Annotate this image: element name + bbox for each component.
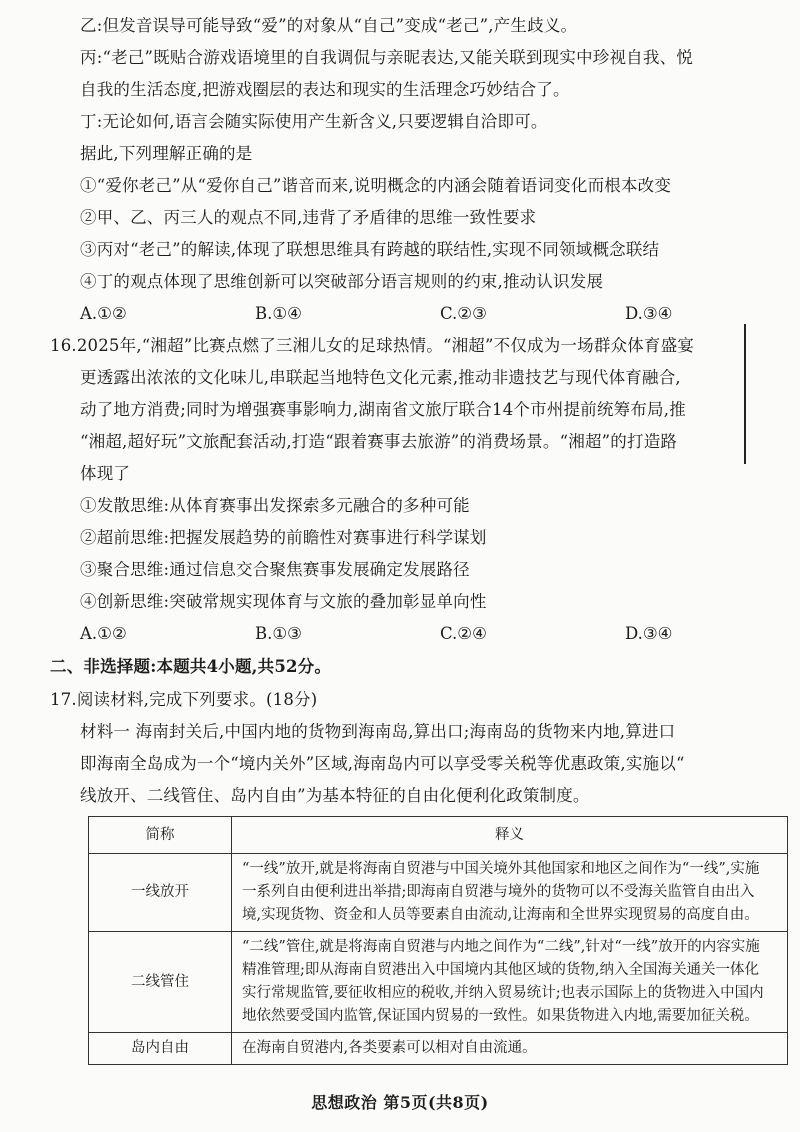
margin-rule — [744, 324, 746, 464]
q16-statement-3: ③聚合思维:通过信息交合聚焦赛事发展确定发展路径 — [80, 560, 470, 579]
table-cell-desc — [232, 854, 788, 932]
table-header-name: 简称 — [89, 817, 232, 854]
q15-statement-1: ①“爱你老己”从“爱你自己”谐音而来,说明概念的内涵会随着语词变化而根本改变 — [80, 176, 672, 195]
q16-stem-line-3: 动了地方消费;同时为增强赛事影响力,湖南省文旅厅联合14个市州提前统筹布局,推 — [80, 400, 686, 419]
q16-stem-line-1: 16.2025年,“湘超”比赛点燃了三湘儿女的足球热情。“湘超”不仅成为一场群众体育盛宴 — [50, 336, 695, 355]
table-desc-line: “一线”放开,就是将海南自贸港与中国关境外其他国家和地区之间作为“一线”,实施 — [242, 861, 760, 877]
q15-statement-2: ②甲、乙、丙三人的观点不同,违背了矛盾律的思维一致性要求 — [80, 208, 537, 227]
q16-statement-2: ②超前思维:把握发展趋势的前瞻性对赛事进行科学谋划 — [80, 528, 487, 547]
q16-stem-line-2: 更透露出浓浓的文化味儿,串联起当地特色文化元素,推动非遗技艺与现代体育融合, — [80, 368, 681, 387]
q16-stem-line-4: “湘超,超好玩”文旅配套活动,打造“跟着赛事去旅游”的消费场景。“湘超”的打造路 — [80, 432, 678, 451]
q17-material-1-line-3: 线放开、二线管住、岛内自由”为基本特征的自由化便利化政策制度。 — [80, 786, 590, 805]
table-desc-line: 一系列自由便利进出举措;即海南自贸港与境外的货物可以不受海关监管自由出入 — [242, 884, 755, 900]
policy-table — [88, 816, 788, 1065]
table-header-row — [89, 817, 788, 854]
table-cell-desc — [232, 1033, 788, 1065]
q15-option-d[interactable]: D.③④ — [625, 304, 673, 323]
q15-statement-4: ④丁的观点体现了思维创新可以突破部分语言规则的约束,推动认识发展 — [80, 272, 604, 291]
table-header-desc: 释义 — [232, 817, 788, 854]
q15-option-c[interactable]: C.②③ — [440, 304, 487, 323]
q15-statement-bing-1: 丙:“老己”既贴合游戏语境里的自我调侃与亲昵表达,又能关联到现实中珍视自我、悦 — [80, 48, 693, 67]
q17-material-1-line-2: 即海南全岛成为一个“境内关外”区域,海南岛内可以享受零关税等优惠政策,实施以“ — [80, 754, 685, 773]
q15-prompt: 据此,下列理解正确的是 — [80, 144, 253, 163]
table-desc-line: 地依然要受国内监管,保证国内贸易的一致性。如果货物进入内地,需要加征关税。 — [242, 1008, 759, 1024]
table-row — [89, 932, 788, 1033]
table-desc-line: 实行常规监管,要征收相应的税收,并纳入贸易统计;也表示国际上的货物进入中国内 — [242, 985, 764, 1001]
table-desc-line: 精准管理;即从海南自贸港出入中国境内其他区域的货物,纳入全国海关通关一体化 — [242, 962, 759, 978]
table-desc-line: 在海南自贸港内,各类要素可以相对自由流通。 — [242, 1040, 537, 1056]
table-row — [89, 854, 788, 932]
table-cell-desc — [232, 932, 788, 1033]
q15-statement-bing-2: 自我的生活态度,把游戏圈层的表达和现实的生活理念巧妙结合了。 — [80, 80, 570, 99]
q16-option-b[interactable]: B.①③ — [255, 624, 302, 643]
table-row — [89, 1033, 788, 1065]
q15-option-b[interactable]: B.①④ — [255, 304, 302, 323]
q17-stem: 17.阅读材料,完成下列要求。(18分) — [50, 690, 318, 709]
q17-material-1-line-1: 材料一 海南封关后,中国内地的货物到海南岛,算出口;海南岛的货物来内地,算进口 — [80, 722, 676, 741]
section-heading: 二、非选择题:本题共4小题,共52分。 — [50, 657, 332, 676]
q15-statement-yi: 乙:但发音误导可能导致“爱”的对象从“自己”变成“老己”,产生歧义。 — [80, 16, 578, 35]
q16-option-d[interactable]: D.③④ — [625, 624, 673, 643]
table-cell-name: 一线放开 — [89, 854, 232, 932]
q16-statement-1: ①发散思维:从体育赛事出发探索多元融合的多种可能 — [80, 496, 470, 515]
q15-statement-3: ③丙对“老己”的解读,体现了联想思维具有跨越的联结性,实现不同领域概念联结 — [80, 240, 660, 259]
q16-option-a[interactable]: A.①② — [80, 624, 127, 643]
q15-statement-ding: 丁:无论如何,语言会随实际使用产生新含义,只要逻辑自洽即可。 — [80, 112, 548, 131]
q16-option-c[interactable]: C.②④ — [440, 624, 487, 643]
table-cell-name: 二线管住 — [89, 932, 232, 1033]
q15-option-a[interactable]: A.①② — [80, 304, 127, 323]
page-footer: 思想政治 第5页(共8页) — [311, 1093, 489, 1112]
q16-statement-4: ④创新思维:突破常规实现体育与文旅的叠加彰显单向性 — [80, 592, 487, 611]
q16-stem-line-5: 体现了 — [80, 464, 131, 483]
table-desc-line: “二线”管住,就是将海南自贸港与内地之间作为“二线”,针对“一线”放开的内容实施 — [242, 939, 760, 955]
table-desc-line: 境,实现货物、资金和人员等要素自由流动,让海南和全世界实现贸易的高度自由。 — [242, 907, 759, 923]
table-cell-name: 岛内自由 — [89, 1033, 232, 1065]
